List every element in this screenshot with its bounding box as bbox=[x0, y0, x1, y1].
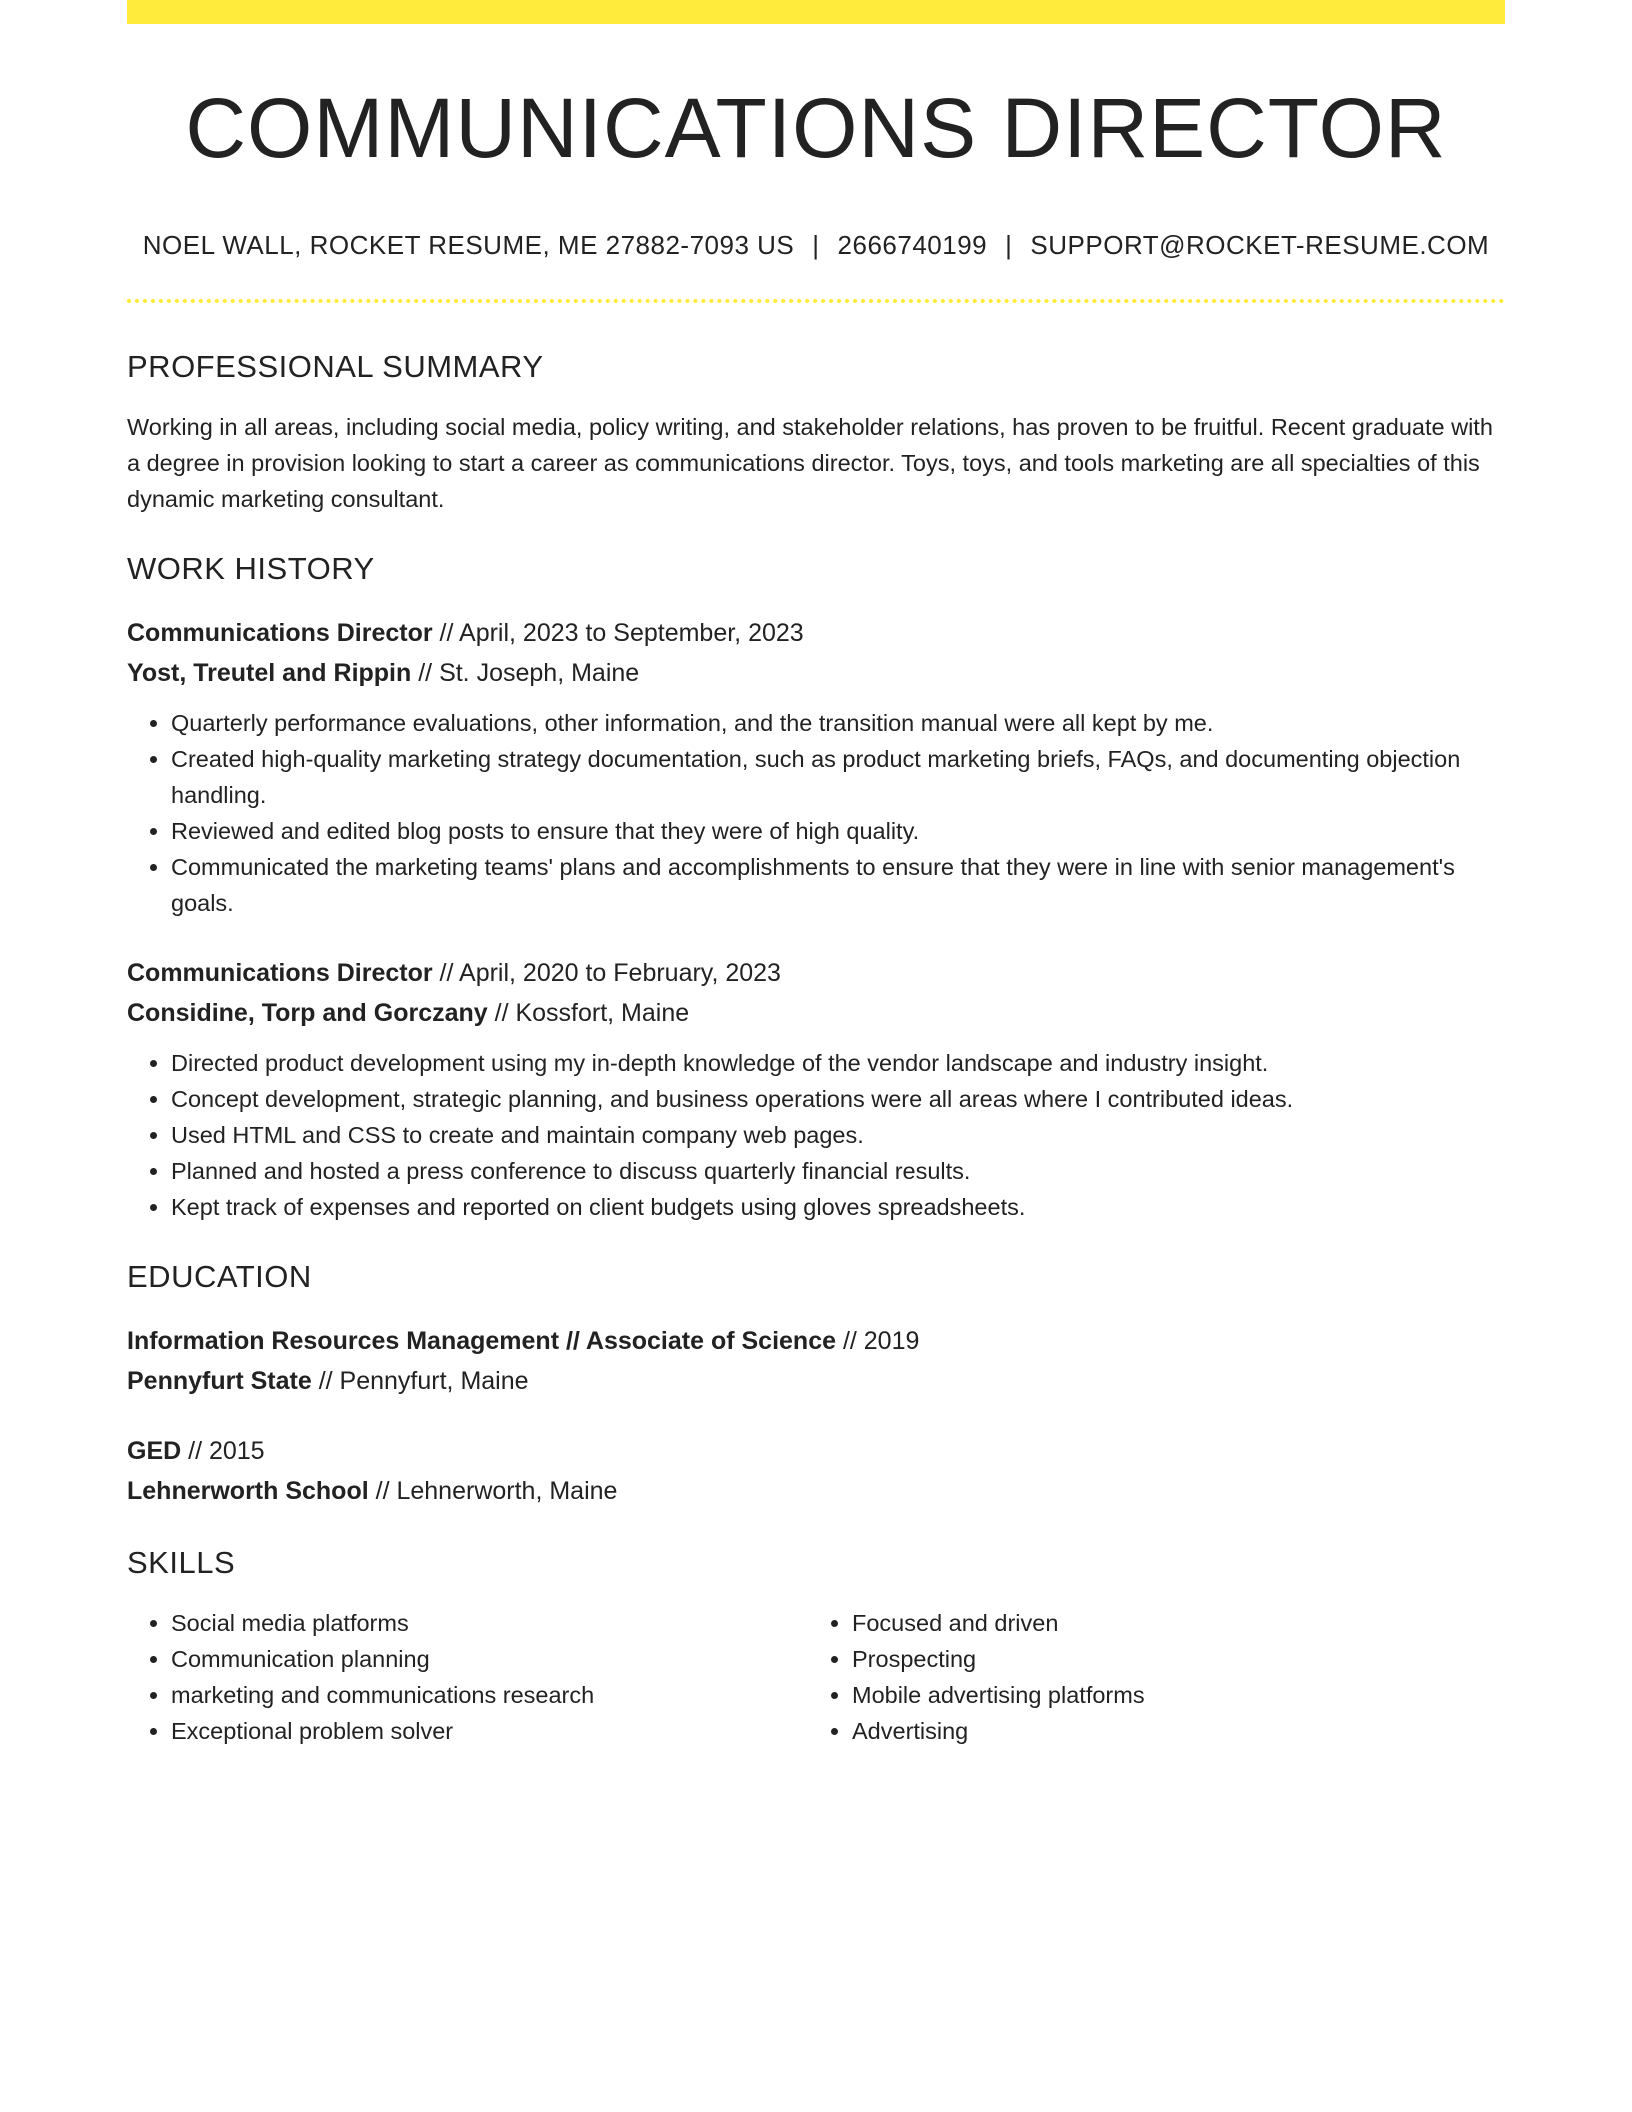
skills-section bbox=[127, 1545, 1505, 1749]
skill-item: • Communication planning bbox=[171, 1641, 808, 1677]
section-heading-education: EDUCATION bbox=[127, 1259, 312, 1295]
education-entry bbox=[127, 1431, 1505, 1511]
job-company-line bbox=[127, 653, 1505, 693]
education-school-line bbox=[127, 1471, 1505, 1511]
skills-columns bbox=[127, 1605, 1505, 1749]
job-title-line bbox=[127, 953, 1505, 993]
education-location: // Lehnerworth, Maine bbox=[368, 1477, 618, 1506]
education-entry bbox=[127, 1321, 1505, 1401]
contact-email: SUPPORT@ROCKET-RESUME.COM bbox=[1030, 230, 1490, 261]
job-company: Considine, Torp and Gorczany bbox=[127, 999, 488, 1028]
summary-section bbox=[127, 349, 1505, 517]
job-title-line bbox=[127, 613, 1505, 653]
resume-title: COMMUNICATIONS DIRECTOR bbox=[185, 81, 1447, 175]
contact-line bbox=[127, 230, 1505, 261]
contact-separator: | bbox=[812, 230, 820, 261]
education-degree-line bbox=[127, 1431, 1505, 1471]
job-title: Communications Director bbox=[127, 959, 433, 988]
education-year: // 2019 bbox=[836, 1327, 920, 1356]
education-location: // Pennyfurt, Maine bbox=[311, 1367, 529, 1396]
section-heading-work-history: WORK HISTORY bbox=[127, 551, 375, 587]
section-heading-summary: PROFESSIONAL SUMMARY bbox=[127, 349, 544, 385]
job-bullet: • Kept track of expenses and reported on client budgets using gloves spreadsheets. bbox=[171, 1189, 1505, 1225]
job-entry bbox=[127, 953, 1505, 1225]
summary-text: Working in all areas, including social media, policy writing, and stakeholder relations, has proven to be fruitful. Recent graduate with a degree in provision looking to start a career as communications director. Toys, toys, and tools marketing are all specialties of this dynamic marketing consultant. bbox=[127, 414, 1493, 513]
education-degree: Information Resources Management // Associate of Science bbox=[127, 1327, 836, 1356]
job-location: // Kossfort, Maine bbox=[487, 999, 690, 1028]
skill-item: • Mobile advertising platforms bbox=[852, 1677, 1489, 1713]
job-bullet: • Communicated the marketing teams' plans and accomplishments to ensure that they were in line with senior management's goals. bbox=[171, 849, 1505, 921]
job-bullet: • Concept development, strategic planning, and business operations were all areas where I contributed ideas. bbox=[171, 1081, 1505, 1117]
education-degree: GED bbox=[127, 1437, 182, 1466]
skill-item: • Prospecting bbox=[852, 1641, 1489, 1677]
skills-list-left bbox=[127, 1605, 808, 1749]
contact-phone: 2666740199 bbox=[837, 230, 988, 261]
education-school: Pennyfurt State bbox=[127, 1367, 312, 1396]
job-bullet: • Reviewed and edited blog posts to ensure that they were of high quality. bbox=[171, 813, 1505, 849]
contact-address: NOEL WALL, ROCKET RESUME, ME 27882-7093 US bbox=[142, 230, 795, 261]
job-bullet: • Used HTML and CSS to create and maintain company web pages. bbox=[171, 1117, 1505, 1153]
accent-top-bar bbox=[127, 0, 1505, 24]
resume-page bbox=[127, 0, 1505, 1749]
job-bullet: • Directed product development using my in-depth knowledge of the vendor landscape and industry insight. bbox=[171, 1045, 1505, 1081]
job-dates: // April, 2023 to September, 2023 bbox=[432, 619, 804, 648]
job-company-line bbox=[127, 993, 1505, 1033]
job-bullets bbox=[127, 1045, 1505, 1225]
job-location: // St. Joseph, Maine bbox=[411, 659, 640, 688]
education-degree-line bbox=[127, 1321, 1505, 1361]
education-school: Lehnerworth School bbox=[127, 1477, 369, 1506]
work-history-section bbox=[127, 551, 1505, 1225]
job-dates: // April, 2020 to February, 2023 bbox=[432, 959, 781, 988]
skill-item: • Focused and driven bbox=[852, 1605, 1489, 1641]
dotted-divider bbox=[127, 299, 1505, 303]
education-section bbox=[127, 1259, 1505, 1511]
skill-item: • marketing and communications research bbox=[171, 1677, 808, 1713]
job-title: Communications Director bbox=[127, 619, 433, 648]
skills-list-right bbox=[808, 1605, 1489, 1749]
job-company: Yost, Treutel and Rippin bbox=[127, 659, 412, 688]
job-bullet: • Planned and hosted a press conference to discuss quarterly financial results. bbox=[171, 1153, 1505, 1189]
contact-separator: | bbox=[1005, 230, 1013, 261]
job-bullet: • Quarterly performance evaluations, other information, and the transition manual were all kept by me. bbox=[171, 705, 1505, 741]
job-entry bbox=[127, 613, 1505, 921]
skill-item: • Advertising bbox=[852, 1713, 1489, 1749]
education-year: // 2015 bbox=[181, 1437, 265, 1466]
job-bullet: • Created high-quality marketing strategy documentation, such as product marketing briefs, FAQs, and documenting objection handling. bbox=[171, 741, 1505, 813]
education-school-line bbox=[127, 1361, 1505, 1401]
job-bullets bbox=[127, 705, 1505, 921]
skill-item: • Exceptional problem solver bbox=[171, 1713, 808, 1749]
section-heading-skills: SKILLS bbox=[127, 1545, 236, 1581]
skill-item: • Social media platforms bbox=[171, 1605, 808, 1641]
